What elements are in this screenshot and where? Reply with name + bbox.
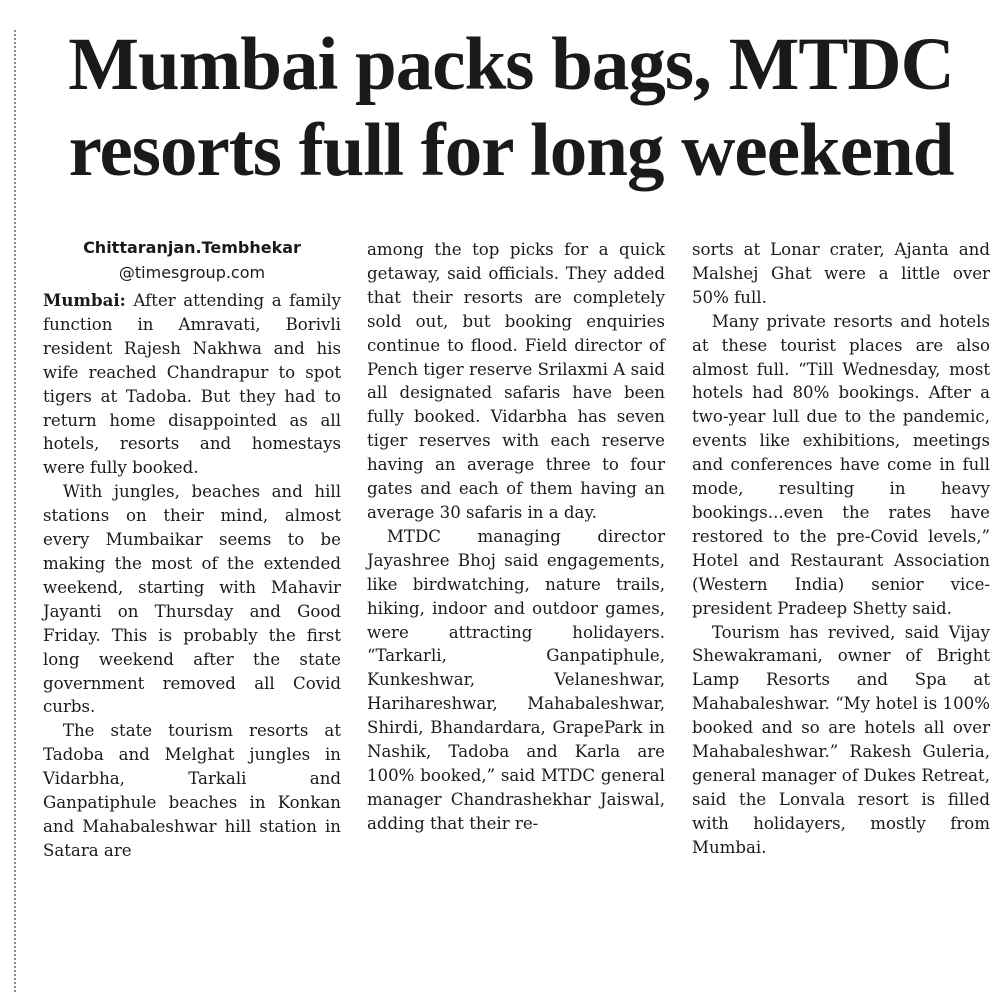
headline-line-1: Mumbai packs bags, MTDC [68, 23, 954, 106]
byline-email: @timesgroup.com [118, 263, 266, 282]
paragraph-8: Tourism has revived, said Vijay Shewakramani, owner of Bright Lamp Resorts and Spa at Mahabaleshwar. “My hotel is 100% booked and so are hotels all over Mahabaleshwar.” Rakesh Guleria, general manager of Dukes Retreat, said the Lonvala resort is filled with holidayers, mostly from Mumbai. [692, 622, 990, 857]
byline [43, 235, 341, 285]
paragraph-7: Many private resorts and hotels at these tourist places are also almost full. “Till Wednesday, most hotels had 80% bookings. After a two-year lull due to the pandemic, events like exhibitions, meetings and conferences have come in full mode, resulting in heavy bookings...even the rates have restored to the pre-Covid levels,” Hotel and Restaurant Association (Western India) senior vice-president Pradeep Shetty said. [692, 311, 990, 618]
paragraph-3: The state tourism resorts at Tadoba and Melghat jungles in Vidarbha, Tarkali and Ganpatiphule beaches in Konkan and Mahabaleshwar hill station in Satara are [43, 721, 341, 860]
article-column-1 [43, 235, 341, 863]
article-column-3 [692, 238, 990, 860]
paragraph-2: With jungles, beaches and hill stations on their mind, almost every Mumbaikar seems to be making the most of the extended weekend, starting with Mahavir Jayanti on Thursday and Good Friday. This is probably the first long weekend after the state government removed all Covid curbs. [43, 482, 341, 717]
paragraph-4: among the top picks for a quick getaway, said officials. They added that their resorts are completely sold out, but booking enquiries continue to flood. Field director of Pench tiger reserve Srilaxmi A said all designated safaris have been fully booked. Vidarbha has seven tiger reserves with each reserve having an average three to four gates and each of them having an average 30 safaris in a day. [367, 240, 665, 522]
dateline: Mumbai: [43, 290, 126, 310]
article-column-2 [367, 238, 665, 836]
column-divider-dotted [14, 30, 16, 992]
headline [36, 22, 986, 194]
paragraph-6: sorts at Lonar crater, Ajanta and Malshej Ghat were a little over 50% full. [692, 240, 990, 307]
paragraph-1-text: After attending a family function in Amravati, Borivli resident Rajesh Nakhwa and his wife reached Chandrapur to spot tigers at Tadoba. But they had to return home disappointed as all hotels, resorts and homestays were fully booked. [43, 291, 341, 478]
headline-line-2: resorts full for long weekend [68, 109, 954, 192]
byline-name: Chittaranjan.Tembhekar [83, 238, 301, 257]
paragraph-1 [43, 289, 341, 480]
paragraph-5: MTDC managing director Jayashree Bhoj said engagements, like birdwatching, nature trails, hiking, indoor and outdoor games, were attracting holidayers. “Tarkarli, Ganpatiphule, Kunkeshwar, Velaneshwar, Harihareshwar, Mahabaleshwar, Shirdi, Bhandardara, GrapePark in Nashik, Tadoba and Karla are 100% booked,” said MTDC general manager Chandrashekhar Jaiswal, adding that their re- [367, 526, 665, 833]
